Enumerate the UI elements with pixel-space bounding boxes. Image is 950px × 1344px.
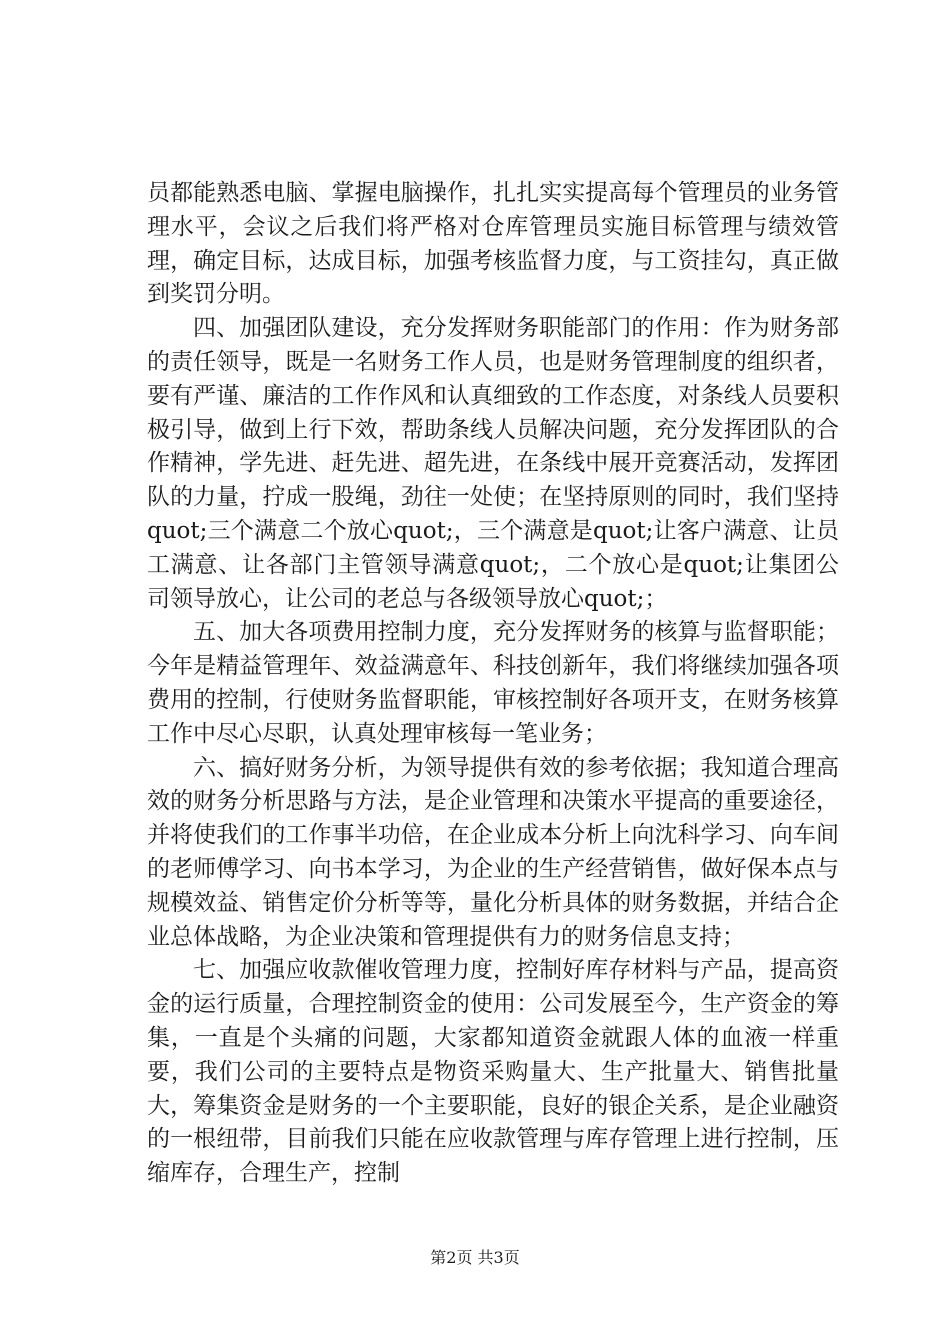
document-body [147,177,839,1191]
paragraph-financial-analysis: 六、搞好财务分析，为领导提供有效的参考依据；我知道合理高效的财务分析思路与方法，是企业管理和决策水平提高的重要途径，并将使我们的工作事半功倍，在企业成本分析上向沈科学习、向车间的老师傅学习、向书本学习，为企业的生产经营销售，做好保本点与规模效益、销售定价分析等等，量化分析具体的财务数据，并结合企业总体战略，为企业决策和管理提供有力的财务信息支持； [147,754,839,950]
paragraph-continuation: 员都能熟悉电脑、掌握电脑操作，扎扎实实提高每个管理员的业务管理水平，会议之后我们将严格对仓库管理员实施目标管理与绩效管理，确定目标，达成目标，加强考核监督力度，与工资挂勾，真正做到奖罚分明。 [147,180,839,308]
paragraph-team-building: 四、加强团队建设，充分发挥财务职能部门的作用：作为财务部的责任领导，既是一名财务工作人员，也是财务管理制度的组织者，要有严谨、廉洁的工作作风和认真细致的工作态度，对条线人员要积极引导，做到上行下效，帮助条线人员解决问题，充分发挥团队的合作精神，学先进、赶先进、超先进，在条线中展开竞赛活动，发挥团队的力量，拧成一股绳，劲往一处使；在坚持原则的同时，我们坚持quot;三个满意二个放心quot;，三个满意是quot;让客户满意、让员工满意、让各部门主管领导满意quot;，二个放心是quot;让集团公司领导放心，让公司的老总与各级领导放心quot;； [147,315,839,612]
paragraph-receivables: 七、加强应收款催收管理力度，控制好库存材料与产品，提高资金的运行质量，合理控制资金的使用：公司发展至今，生产资金的筹集，一直是个头痛的问题，大家都知道资金就跟人体的血液一样重要，我们公司的主要特点是物资采购量大、生产批量大、销售批量大，筹集资金是财务的一个主要职能，良好的银企关系，是企业融资的一根纽带，目前我们只能在应收款管理与库存管理上进行控制，压缩库存，合理生产，控制 [147,957,839,1187]
paragraph-cost-control: 五、加大各项费用控制力度，充分发挥财务的核算与监督职能；今年是精益管理年、效益满意年、科技创新年，我们将继续加强各项费用的控制，行使财务监督职能，审核控制好各项开支，在财务核算工作中尽心尽职，认真处理审核每一笔业务； [147,619,839,747]
page-number-footer: 第2页 共3页 [430,1248,520,1267]
